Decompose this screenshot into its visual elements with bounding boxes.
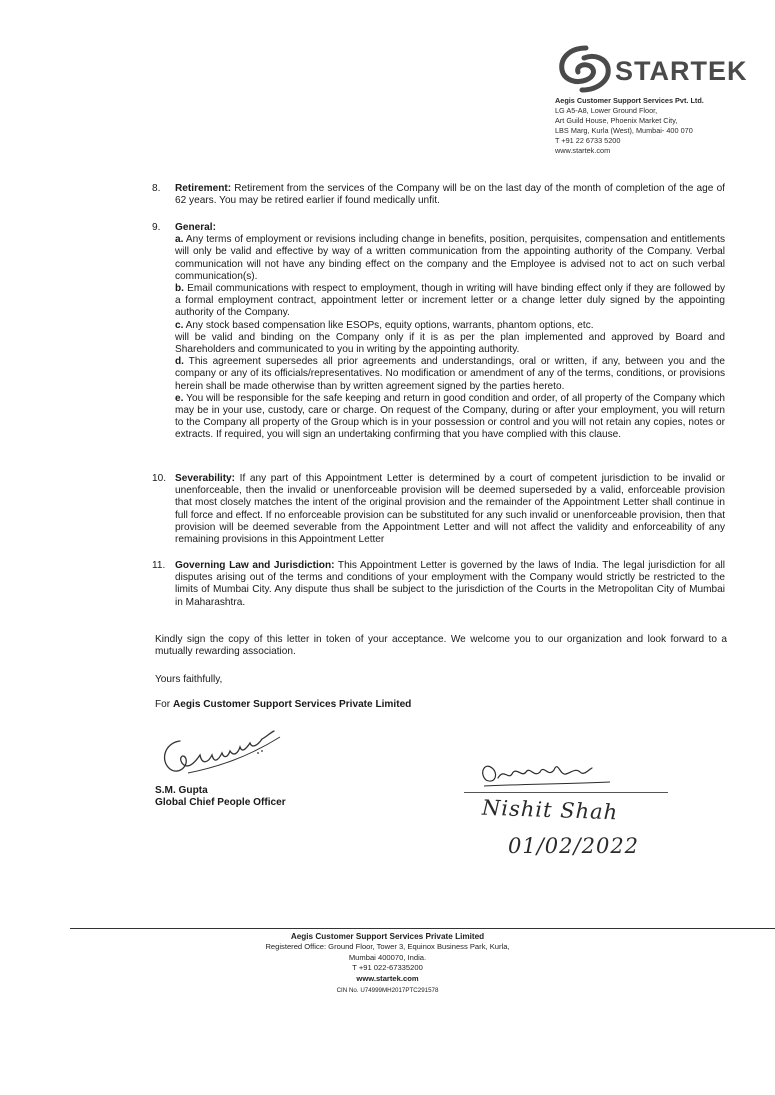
address-line: LBS Marg, Kurla (West), Mumbai- 400 070 bbox=[555, 126, 693, 135]
footer-registered-office: Registered Office: Ground Floor, Tower 3, Equinox Business Park, Kurla, bbox=[265, 942, 510, 952]
address-line: Art Guild House, Phoenix Market City, bbox=[555, 116, 678, 125]
general-item-a: a. Any terms of employment or revisions including change in benefits, position, perquisites, compensation and entitlements will only be valid and effective by way of a written communication from the appointing authority of the Company. Verbal communication will not have any binding effect on the company and the Employee is advised not to act on such verbal communication(s). bbox=[175, 234, 725, 282]
clause-number: 8. bbox=[152, 183, 161, 194]
clause-retirement bbox=[152, 183, 725, 207]
letterhead-website: www.startek.com bbox=[555, 146, 611, 155]
clause-number: 9. bbox=[152, 222, 161, 233]
acceptance-request: Kindly sign the copy of this letter in token of your acceptance. We welcome you to our organization and look forward to a mutually rewarding association. bbox=[155, 634, 727, 658]
clause-number: 11. bbox=[152, 560, 166, 571]
acceptance-date: 01/02/2022 bbox=[508, 834, 640, 858]
employee-name: Nishit Shah bbox=[481, 795, 619, 825]
employee-signature bbox=[464, 750, 614, 795]
clause-heading: General: bbox=[175, 222, 216, 233]
clause-text: This Appointment Letter is governed by the laws of India. The legal jurisdiction for all disputes arising out of the terms and conditions of your employment with the Company would strictly be restricted to the limits of Mumbai City. Any dispute thus shall be subject to the jurisdiction of the Courts in the Metropolitan City of Mumbai in Maharashtra. bbox=[175, 560, 725, 608]
address-line: LG A5-A8, Lower Ground Floor, bbox=[555, 106, 658, 115]
general-item-b: b. Email communications with respect to employment, though in writing will have binding effect only if they are followed by a formal employment contract, appointment letter or increment letter or a change letter duly signed by the appointing authority of the Company. bbox=[175, 283, 725, 319]
signatory-signature bbox=[158, 727, 288, 790]
footer-rule bbox=[70, 928, 775, 929]
footer bbox=[0, 930, 775, 996]
general-item-c-continued: will be valid and binding on the Company only if it is as per the plan implemented and approved by Board and Shareholders and communicated to you in writing by the appointing authority. bbox=[175, 331, 725, 356]
clause-number: 10. bbox=[152, 473, 167, 484]
footer-city: Mumbai 400070, India. bbox=[348, 952, 427, 962]
general-item-c: c. Any stock based compensation like ESOPs, equity options, warrants, phantom options, etc. bbox=[175, 319, 594, 331]
salutation: Yours faithfully, bbox=[155, 674, 223, 685]
general-item-e: e. You will be responsible for the safe keeping and return in good condition and order, of all property of the Company which may be in your use, custody, care or charge. On request of the Company, during or after your employment, you will return to the Company all property of the Group which is in your possession or control and you will not retain any copies, notes or extracts. If required, you will sign an undertaking confirming that you have complied with this clause. bbox=[175, 392, 725, 441]
footer-website: www.startek.com bbox=[356, 973, 419, 983]
brand-name: STARTEK bbox=[615, 56, 748, 86]
for-company-line: For Aegis Customer Support Services Private Limited bbox=[155, 699, 412, 710]
footer-cin: CIN No. U74999MH2017PTC291578 bbox=[336, 987, 439, 995]
footer-company: Aegis Customer Support Services Private Limited bbox=[290, 932, 485, 941]
general-item-d: d. This agreement supersedes all prior agreements and understandings, oral or written, if any, between you and the company or any of its officials/representatives. No modification or amendment of any of the terms, conditions, or provisions herein shall be made otherwise than by written agreement signed by the parties hereto. bbox=[175, 356, 725, 392]
clause-heading: Severability: bbox=[175, 473, 236, 484]
acceptance-rule bbox=[464, 792, 668, 793]
clause-heading: Retirement: bbox=[175, 183, 232, 194]
letterhead-company: Aegis Customer Support Services Pvt. Ltd. bbox=[555, 96, 704, 105]
letterhead-address bbox=[555, 96, 704, 156]
clause-governing-law bbox=[152, 560, 725, 609]
signatory-title: Global Chief People Officer bbox=[155, 797, 286, 809]
startek-logo bbox=[556, 44, 746, 94]
footer-phone: T +91 022-67335200 bbox=[352, 963, 423, 973]
for-company-name: Aegis Customer Support Services Private Limited bbox=[172, 699, 412, 710]
letterhead-phone: T +91 22 6733 5200 bbox=[555, 136, 621, 145]
startek-swirl-icon bbox=[556, 44, 614, 94]
signatory-block bbox=[155, 785, 727, 809]
clause-severability bbox=[152, 473, 725, 546]
clause-text: If any part of this Appointment Letter is determined by a court of competent jurisdiction to be invalid or unenforceable, then the invalid or unenforceable provision will be deemed superseded by a valid, enforceable provision that most closely matches the intent of the original provision and the remainder of the Appointment Letter shall continue in full force and effect. If no enforceable provision can be substituted for any such invalid or unenforceable provision, then that provision will be deemed severable from the Appointment Letter and will not affect the validity and enforceability of any remaining provisions in this Appointment Letter bbox=[175, 473, 725, 546]
signatory-name: S.M. Gupta bbox=[155, 785, 208, 796]
clause-text: Retirement from the services of the Company will be on the last day of the month of completion of the age of 62 years. You may be retired earlier if found medically unfit. bbox=[175, 183, 725, 207]
clause-general bbox=[152, 222, 725, 442]
clause-heading: Governing Law and Jurisdiction: bbox=[175, 560, 335, 571]
